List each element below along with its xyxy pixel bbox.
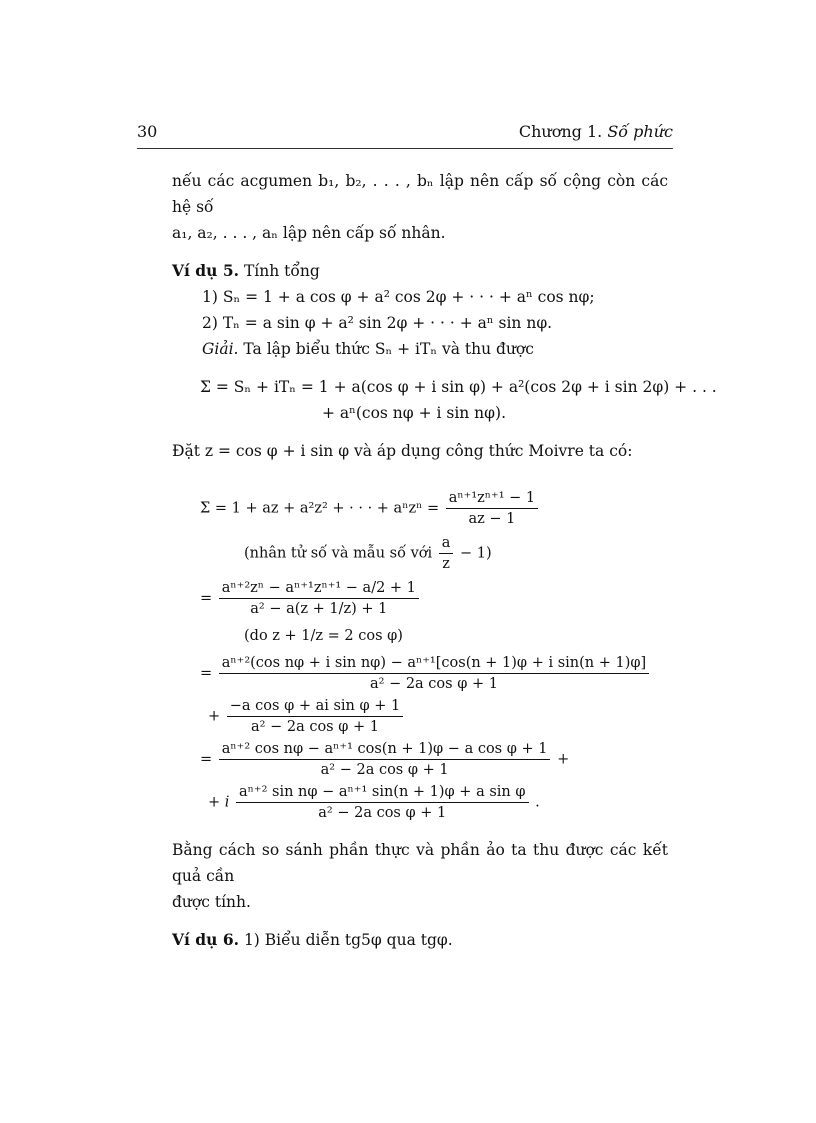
fraction-5 bbox=[219, 739, 551, 780]
plus-sign: + bbox=[557, 751, 570, 768]
fraction-4-numerator: −a cos φ + ai sin φ + 1 bbox=[227, 696, 404, 717]
solution bbox=[172, 336, 668, 362]
equals-sign: = bbox=[200, 751, 213, 768]
example-5 bbox=[172, 258, 668, 284]
derivation-line-6 bbox=[200, 782, 668, 823]
fraction-4-denominator: a² − 2a cos φ + 1 bbox=[251, 719, 379, 735]
example-5-label: Ví dụ 5. bbox=[172, 261, 239, 280]
fraction-3-numerator: aⁿ⁺²(cos nφ + i sin nφ) − aⁿ⁺¹[cos(n + 1)φ + i sin(n + 1)φ] bbox=[219, 653, 649, 674]
fraction-2-denominator: a² − a(z + 1/z) + 1 bbox=[250, 601, 388, 617]
fraction-note-1-numerator: a bbox=[439, 533, 454, 554]
example-5-text: Tính tổng bbox=[243, 262, 320, 280]
example-6 bbox=[172, 927, 668, 953]
derivation-line-1-left: Σ = 1 + az + a²z² + · · · + aⁿzⁿ = bbox=[200, 500, 440, 517]
chapter-label: Chương 1. bbox=[518, 122, 603, 141]
plus-sign: + bbox=[208, 708, 221, 725]
chapter-title bbox=[519, 122, 673, 141]
solution-text: Ta lập biểu thức Sₙ + iTₙ và thu được bbox=[243, 340, 534, 358]
note-1 bbox=[200, 533, 668, 574]
derivation-line-2 bbox=[200, 578, 668, 619]
fraction-note-1 bbox=[439, 533, 454, 574]
example-5-item-2: 2) Tₙ = a sin φ + a² sin 2φ + · · · + aⁿ sin nφ. bbox=[202, 314, 553, 332]
derivation-line-1 bbox=[200, 488, 668, 529]
fraction-6 bbox=[236, 782, 529, 823]
paragraph-3 bbox=[172, 837, 668, 915]
page-body bbox=[172, 168, 717, 953]
fraction-5-numerator: aⁿ⁺² cos nφ − aⁿ⁺¹ cos(n + 1)φ − a cos φ + 1 bbox=[219, 739, 551, 760]
fraction-1-denominator: az − 1 bbox=[468, 511, 516, 527]
paragraph-3-line-1: Bằng cách so sánh phần thực và phần ảo ta thu được các kết quả cần bbox=[172, 841, 668, 885]
derivation-line-5 bbox=[200, 739, 668, 780]
derivation-line-4 bbox=[200, 696, 668, 737]
equation-1-line-2: + aⁿ(cos nφ + i sin nφ). bbox=[322, 404, 506, 422]
period: . bbox=[535, 794, 540, 811]
note-2: (do z + 1/z = 2 cos φ) bbox=[244, 628, 403, 644]
fraction-2 bbox=[219, 578, 419, 619]
paragraph-1 bbox=[172, 168, 668, 246]
paragraph-2: Đặt z = cos φ + i sin φ và áp dụng công thức Moivre ta có: bbox=[172, 442, 633, 460]
example-5-item-1: 1) Sₙ = 1 + a cos φ + a² cos 2φ + · · · + aⁿ cos nφ; bbox=[202, 288, 595, 306]
fraction-1 bbox=[446, 488, 538, 529]
chapter-name: Số phức bbox=[607, 122, 673, 141]
header-rule bbox=[137, 148, 673, 149]
fraction-5-denominator: a² − 2a cos φ + 1 bbox=[320, 762, 449, 778]
example-6-label: Ví dụ 6. bbox=[172, 930, 239, 949]
fraction-3-denominator: a² − 2a cos φ + 1 bbox=[370, 676, 498, 692]
equation-1 bbox=[172, 374, 717, 426]
equals-sign: = bbox=[200, 665, 213, 682]
equals-sign: = bbox=[200, 590, 213, 607]
paragraph-3-line-2: được tính. bbox=[172, 893, 251, 911]
paragraph-1-line-1: nếu các acgumen b₁, b₂, . . . , bₙ lập nên cấp số cộng còn các hệ số bbox=[172, 172, 668, 216]
page-number: 30 bbox=[137, 122, 158, 141]
fraction-1-numerator: aⁿ⁺¹zⁿ⁺¹ − 1 bbox=[446, 488, 538, 509]
solution-label: Giải. bbox=[202, 340, 239, 358]
example-6-text: 1) Biểu diễn tg5φ qua tgφ. bbox=[243, 931, 453, 949]
fraction-6-numerator: aⁿ⁺² sin nφ − aⁿ⁺¹ sin(n + 1)φ + a sin φ bbox=[236, 782, 529, 803]
fraction-3 bbox=[219, 653, 649, 694]
derivation bbox=[172, 488, 668, 823]
derivation-line-3 bbox=[200, 653, 668, 694]
fraction-6-denominator: a² − 2a cos φ + 1 bbox=[318, 805, 447, 821]
note-1-post: − 1) bbox=[460, 545, 492, 562]
plus-i: + i bbox=[208, 794, 230, 811]
fraction-4 bbox=[227, 696, 404, 737]
fraction-2-numerator: aⁿ⁺²zⁿ − aⁿ⁺¹zⁿ⁺¹ − a/2 + 1 bbox=[219, 578, 419, 599]
paragraph-1-line-2: a₁, a₂, . . . , aₙ lập nên cấp số nhân. bbox=[172, 224, 446, 242]
running-header bbox=[137, 122, 673, 144]
fraction-note-1-denominator: z bbox=[442, 556, 450, 572]
equation-1-line-1: Σ = Sₙ + iTₙ = 1 + a(cos φ + i sin φ) + a²(cos 2φ + i sin 2φ) + . . . bbox=[200, 378, 717, 396]
note-1-pre: (nhân tử số và mẫu số với bbox=[244, 545, 433, 562]
